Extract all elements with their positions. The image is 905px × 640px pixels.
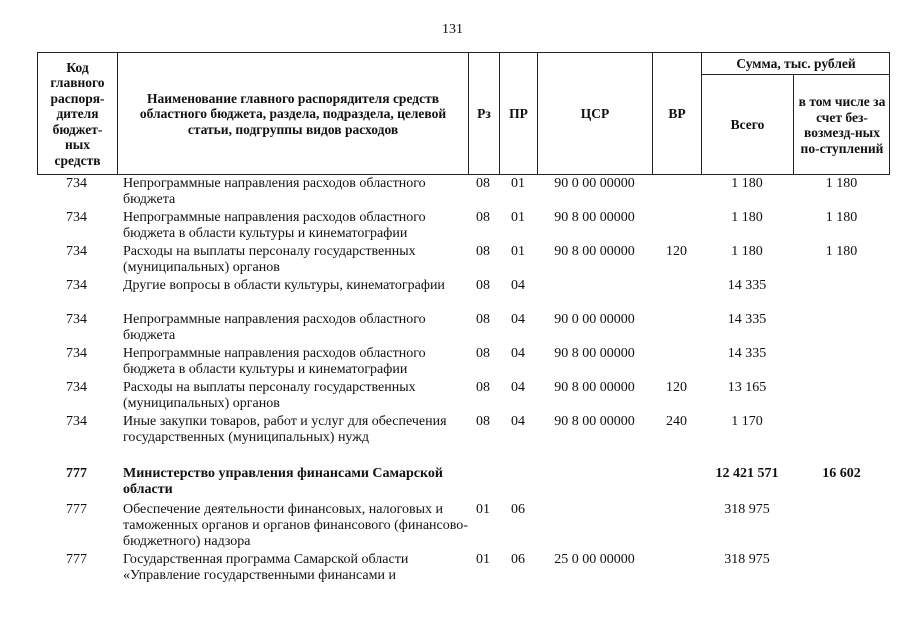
row-rz: 08 (476, 414, 490, 429)
row-incl: 16 602 (822, 466, 861, 481)
row-name: Иные закупки товаров, работ и услуг для обеспечения государственных (муниципальных) нужд (123, 414, 447, 445)
row-code: 734 (66, 346, 87, 361)
row-name: Расходы на выплаты персоналу государственных (муниципальных) органов (123, 380, 416, 411)
row-code: 734 (66, 176, 87, 191)
row-name: Непрограммные направления расходов областного бюджета (123, 312, 426, 343)
row-pr: 04 (511, 278, 525, 293)
row-pr: 06 (511, 552, 525, 567)
row-name: Обеспечение деятельности финансовых, налоговых и таможенных органов и органов финансового (финансово-бюджетного) надзора (123, 502, 468, 549)
row-rz: 01 (476, 502, 490, 517)
row-name: Непрограммные направления расходов областного бюджета в области культуры и кинематографии (123, 210, 426, 241)
row-code: 734 (66, 278, 87, 293)
header-rz: Рз (468, 52, 499, 175)
row-rz: 08 (476, 346, 490, 361)
table-header (37, 52, 890, 175)
row-total: 13 165 (727, 380, 767, 395)
row-code: 734 (66, 380, 87, 395)
row-incl: 1 180 (825, 244, 858, 259)
row-pr: 01 (511, 176, 525, 191)
row-rz: 08 (476, 210, 490, 225)
row-csr: 90 8 00 00000 (554, 380, 635, 395)
row-code: 777 (66, 466, 87, 481)
row-total: 1 180 (731, 176, 763, 191)
row-total: 12 421 571 (715, 466, 779, 481)
header-incl: в том числе за счет без-возмезд-ных по-ступлений (793, 74, 890, 175)
row-code: 734 (66, 244, 87, 259)
header-name: Наименование главного распорядителя средств областного бюджета, раздела, подраздела, целевой статьи, подгруппы видов расходов (117, 52, 468, 175)
row-rz: 01 (476, 552, 490, 567)
row-vr: 240 (666, 414, 687, 429)
row-csr: 90 8 00 00000 (554, 244, 635, 259)
row-rz: 08 (476, 176, 490, 191)
row-total: 1 180 (731, 244, 763, 259)
row-name: Расходы на выплаты персоналу государственных (муниципальных) органов (123, 244, 416, 275)
row-pr: 04 (511, 312, 525, 327)
row-total: 1 180 (731, 210, 763, 225)
row-code: 734 (66, 414, 87, 429)
row-csr: 90 8 00 00000 (554, 346, 635, 361)
row-csr: 90 8 00 00000 (554, 414, 635, 429)
row-rz: 08 (476, 380, 490, 395)
row-total: 318 975 (724, 502, 770, 517)
row-rz: 08 (476, 244, 490, 259)
header-pr: ПР (499, 52, 537, 175)
row-incl: 1 180 (825, 176, 858, 191)
row-incl: 1 180 (825, 210, 858, 225)
row-total: 1 170 (731, 414, 763, 429)
row-name: Непрограммные направления расходов областного бюджета (123, 176, 426, 207)
header-vr: ВР (652, 52, 701, 175)
row-rz: 08 (476, 278, 490, 293)
row-pr: 01 (511, 244, 525, 259)
row-total: 14 335 (727, 346, 767, 361)
header-sum: Сумма, тыс. рублей (701, 52, 890, 74)
header-code: Код главного распоря-дителя бюджет-ных средств (37, 52, 117, 175)
row-vr: 120 (666, 380, 687, 395)
row-total: 14 335 (727, 278, 767, 293)
row-total: 318 975 (724, 552, 770, 567)
row-pr: 01 (511, 210, 525, 225)
row-name: Непрограммные направления расходов областного бюджета в области культуры и кинематографии (123, 346, 426, 377)
row-pr: 06 (511, 502, 525, 517)
row-pr: 04 (511, 346, 525, 361)
row-csr: 25 0 00 00000 (554, 552, 635, 567)
header-total: Всего (701, 74, 793, 175)
row-name: Другие вопросы в области культуры, кинематографии (123, 278, 445, 293)
row-csr: 90 0 00 00000 (554, 176, 635, 191)
row-pr: 04 (511, 380, 525, 395)
row-code: 734 (66, 210, 87, 225)
row-csr: 90 0 00 00000 (554, 312, 635, 327)
row-code: 777 (66, 502, 87, 517)
row-pr: 04 (511, 414, 525, 429)
row-total: 14 335 (727, 312, 767, 327)
header-csr: ЦСР (537, 52, 652, 175)
row-csr: 90 8 00 00000 (554, 210, 635, 225)
row-name: Министерство управления финансами Самарской области (123, 466, 443, 497)
row-code: 734 (66, 312, 87, 327)
page-number: 131 (442, 22, 463, 37)
row-code: 777 (66, 552, 87, 567)
row-vr: 120 (666, 244, 687, 259)
row-name: Государственная программа Самарской области «Управление государственными финансами и (123, 552, 409, 583)
row-rz: 08 (476, 312, 490, 327)
